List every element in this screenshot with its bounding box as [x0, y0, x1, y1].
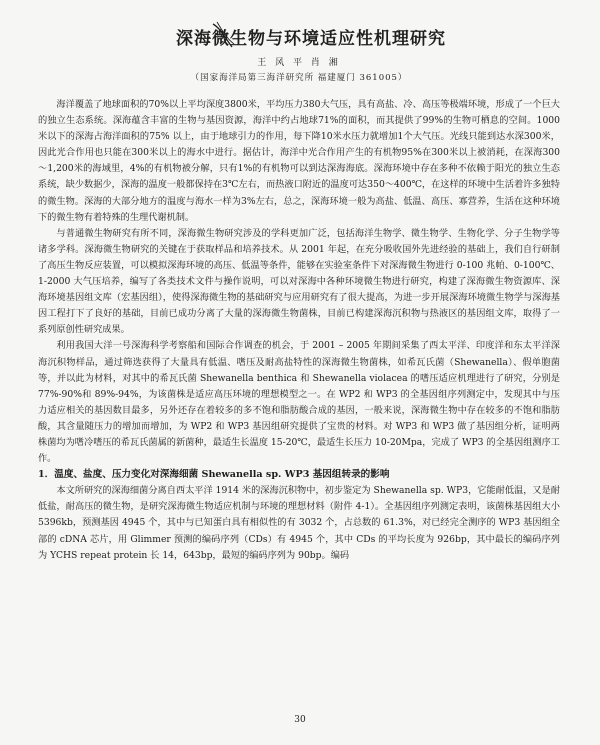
section-heading: 1．温度、盐度、压力变化对深海细菌 Shewanella sp. WP3 基因组转录的影响 [38, 469, 390, 481]
body-paragraph-2: 与普通微生物研究有所不同，深海微生物研究涉及的学科更加广泛，包括海洋生物学、微生物学、生物化学、分子生物学等诸多学科。深海微生物研究的关键在于获取样品和培养技术。从 2001 年起，在充分吸收国外先进经验的基础上，我们自行研制了高压生物反应装置，可以模拟深海环境的高压、低温等条件，能够在实验室条件下对深海微生物进行 0-100 兆帕、0-100℃、1-2000 大气压培养，编写了各类技术文件与操作说明，可以对深海中各种环境微生物进行研究，构建了深海微生物资源库、深海环境基因组文库（宏基因组），使得深海微生物的基础研究与应用研究有了很大提高，为进一步开展深海环境微生物学与深海基因工程打下了良好的基础，目前已成功分离了大量的深海微生物菌株，目前已构建深海沉积物与热液区的基因组文库，取得了一系列原创性研究成果。 [38, 227, 560, 336]
title-decoration-icon [210, 20, 236, 50]
article-authors: 王 风 平 肖 湘 [257, 58, 341, 68]
article-body [38, 97, 560, 564]
title-row [38, 18, 560, 52]
article-title: 深海微生物与环境适应性机理研究 [176, 29, 446, 49]
body-paragraph-1: 海洋覆盖了地球面积的70%以上平均深度3800米，平均压力380大气压，具有高盐、冷、高压等极端环境，形成了一个巨大的独立生态系统。深海蕴含丰富的生物与基因资源，海洋中约占地球71%的面积，而其提供了99%的生物可栖息的空间。1000米以下的深海占海洋面积的75% 以上，由于地球引力的作用，每下降10米水压力就增加1个大气压。光线只能到达水深300米，因此光合作用也只能在300米以上的海水中进行。据估计，海洋中光合作用产生的有机物95%在300米以上被消耗，在深海300～1,200米的海域里，4%的有机物被分解，只有1%的有机物可以到达深海海底。深海环境中存在多种不依赖于阳光的独立生态系统，缺少数据少，深海的温度一般都保持在3℃左右，而热液口附近的温度可达350～400℃，在这样的环境中生活着许多独特的微生物。深海的大部分地方的温度与海水一样为3%左右，总之，深海环境一般为高盐、低温、高压、寡营养，生活在这种环境下的微生物有着特殊的生理代谢机制。 [38, 99, 560, 223]
body-paragraph-4: 本文所研究的深海细菌分离自西太平洋 1914 米的深海沉积物中，初步鉴定为 Shewanella sp. WP3，它能耐低温，又是耐低盐，耐高压的微生物，是研究深海微生物适应机制与环境的理想材料（附件 4-1）。全基因组序列测定表明，该菌株基因组大小 5396kb，预测基因 4945 个，其中与已知蛋白具有相似性的有 3032 个，占总数的 61.3%，对已经完全测序的 WP3 基因组全部的 cDNA 芯片，用 Glimmer 预测的编码序列（CDs）有 4945 个，其中 CDs 的平均长度为 926bp，其中最长的编码序列为 YCHS repeat protein 长 14，643bp，最短的编码序列为 90bp。编码 [38, 485, 560, 561]
body-paragraph-3: 利用我国大洋一号深海科学考察船和国际合作调查的机会，于 2001 – 2005 年期间采集了西太平洋、印度洋和东太平洋深海沉积物样品，通过筛选获得了大量具有低温、嗜压及耐高盐特性的深海微生物菌株，如希瓦氏菌（Shewanella）、假单胞菌等，并以此为材料，对其中的希瓦氏菌 Shewanella benthica 和 Shewanella violacea 的嗜压适应机理进行了研究，分别是 77%-90%和 89%-94%，为该菌株是适应高压环境的理想模型之一。在 WP2 和 WP3 的全基因组序列测定中，发现其中与压力适应相关的基因数目最多，另外还存在着较多的多不饱和脂肪酸合成的基因，一般来说，深海微生物中存在较多的不饱和脂肪酸，其含量随压力的增加而增加，为 WP2 和 WP3 基因组研究提供了宝贵的材料。对 WP3 和 WP3 做了基因组分析，证明两株菌均为嗜冷嗜压的希瓦氏菌属的新菌种，最适生长温度 15-20℃，最适生长压力 10-20Mpa，完成了 WP3 的全基因组测序工作。 [38, 340, 560, 465]
page-number: 30 [294, 715, 306, 725]
article-affiliation: （国家海洋局第三海洋研究所 福建厦门 361005） [190, 73, 408, 83]
